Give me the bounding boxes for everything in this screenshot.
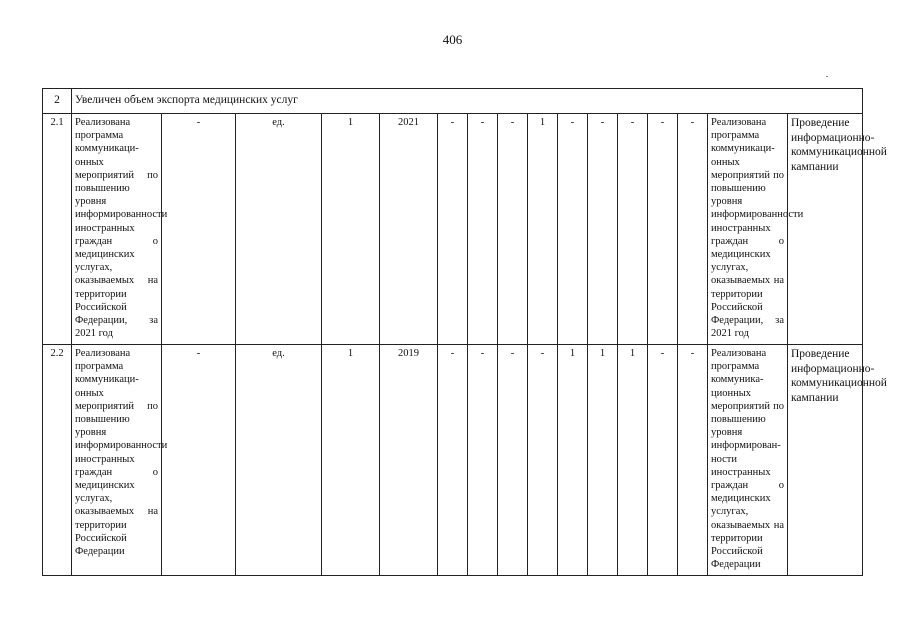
page-number: 406 <box>442 32 463 47</box>
activity-text: Проведение информационно-коммуникационной кампании <box>788 345 863 576</box>
scan-speck <box>826 76 828 77</box>
base-year-cell: 2021 <box>380 114 438 345</box>
table-row <box>43 114 863 345</box>
row-number: 2.2 <box>43 345 72 576</box>
section-row <box>43 89 863 114</box>
indicator-cell: - <box>162 345 236 576</box>
year-value-cell: - <box>558 114 588 345</box>
year-value-cell: - <box>648 114 678 345</box>
year-value-cell: 1 <box>588 345 618 576</box>
unit-cell: ед. <box>236 114 322 345</box>
year-value-cell: 1 <box>528 114 558 345</box>
table-row <box>43 345 863 576</box>
unit-cell: ед. <box>236 345 322 576</box>
year-value-cell: - <box>438 114 468 345</box>
description-text: Реализована программа коммуника-ционных мероприятий по повышению уровня информирован-ности иностранных граждан о медицинских услугах, оказываемых на территории Российской Федерации <box>708 345 788 576</box>
year-value-cell: - <box>438 345 468 576</box>
year-value-cell: 1 <box>618 345 648 576</box>
activity-text: Проведение информационно-коммуникационной кампании <box>788 114 863 345</box>
year-value-cell: 1 <box>558 345 588 576</box>
result-text: Реализована программа коммуникаци-онных мероприятий по повышению уровня информированности иностранных граждан о медицинских услугах, оказываемых на территории Российской Федерации <box>72 345 162 576</box>
year-value-cell: - <box>468 345 498 576</box>
section-number: 2 <box>43 89 72 114</box>
result-text: Реализована программа коммуникаци-онных мероприятий по повышению уровня информированности иностранных граждан о медицинских услугах, оказываемых на территории Российской Федерации, за 2021 год <box>72 114 162 345</box>
base-value-cell: 1 <box>322 114 380 345</box>
year-value-cell: - <box>498 114 528 345</box>
year-value-cell: - <box>618 114 648 345</box>
year-value-cell: - <box>678 345 708 576</box>
results-table <box>42 88 887 576</box>
year-value-cell: - <box>648 345 678 576</box>
year-value-cell: - <box>528 345 558 576</box>
row-number: 2.1 <box>43 114 72 345</box>
year-value-cell: - <box>498 345 528 576</box>
base-value-cell: 1 <box>322 345 380 576</box>
year-value-cell: - <box>588 114 618 345</box>
description-text: Реализована программа коммуникаци-онных мероприятий по повышению уровня информированности иностранных граждан о медицинских услугах, оказываемых на территории Российской Федерации, за 2021 год <box>708 114 788 345</box>
year-value-cell: - <box>678 114 708 345</box>
base-year-cell: 2019 <box>380 345 438 576</box>
section-title: Увеличен объем экспорта медицинских услуг <box>72 89 863 114</box>
year-value-cell: - <box>468 114 498 345</box>
indicator-cell: - <box>162 114 236 345</box>
